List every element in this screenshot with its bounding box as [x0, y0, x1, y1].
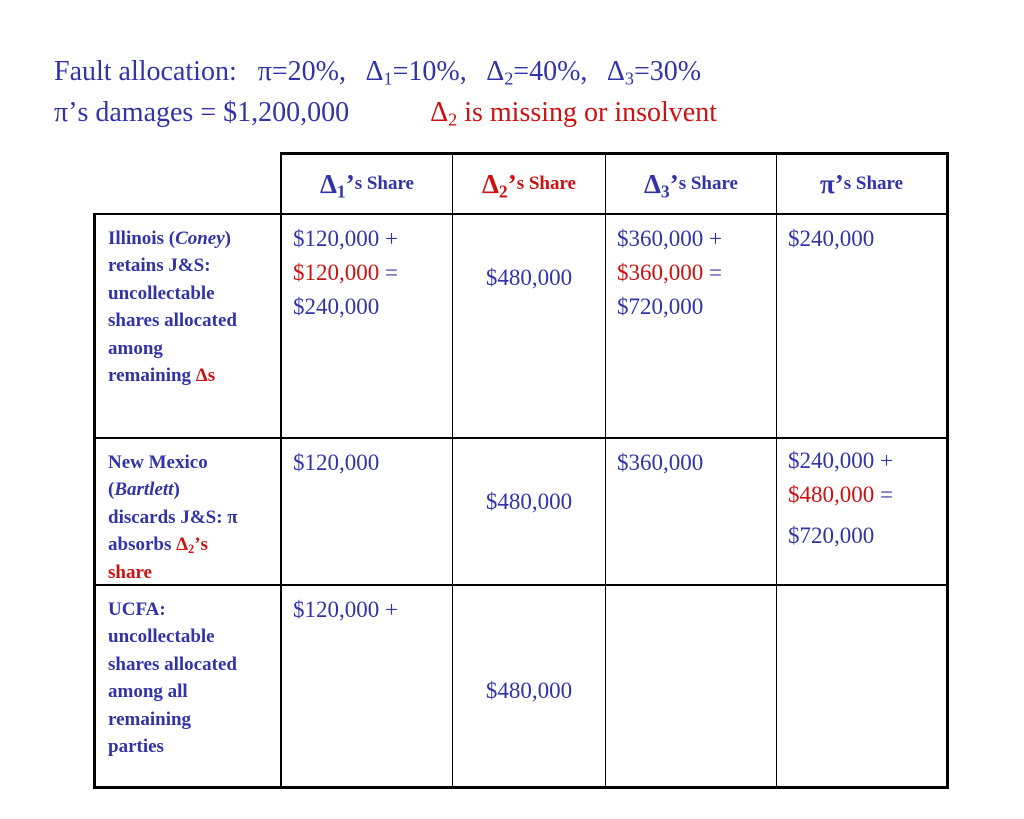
pi-fault: π=20%, [257, 56, 347, 87]
damages-text: π’s damages = $1,200,000 [54, 97, 350, 128]
row-label-new-mexico: New Mexico (Bartlett) discards J&S: π absorbs $\Delta_2’s$ share [108, 452, 238, 583]
d3-fault: $\Delta_3=30\%$ [606, 56, 702, 89]
cell-new-mexico-pi: $240,000 + $480,000 = $720,000 [788, 448, 893, 548]
cell-new-mexico-d2: $480,000 [485, 489, 573, 514]
cell-illinois-pi: $240,000 [788, 226, 875, 251]
header-d2-share: $\Delta_2$’ s Share [481, 168, 576, 201]
header-d1-share: $\Delta_1$’ s Share [319, 168, 414, 201]
row-label-illinois: Illinois (Coney) retains J&S: uncollectable shares allocated among remaining Δs [108, 228, 237, 387]
row-label-ucfa: UCFA: uncollectable shares allocated among all remaining parties [108, 599, 237, 758]
cell-ucfa-d1: $120,000 + [293, 597, 398, 622]
cell-illinois-d3: $360,000 + $360,000 = $720,000 [617, 226, 722, 319]
cell-ucfa-pi [777, 586, 946, 786]
cell-new-mexico-d3: $360,000 [617, 450, 704, 475]
cell-ucfa-d3 [606, 586, 776, 786]
fault-allocation-label: Fault allocation: [54, 56, 237, 87]
cell-ucfa-d2: $480,000 [485, 678, 573, 703]
d1-fault: $\Delta_1=10\%$, [365, 56, 467, 89]
d2-fault: $\Delta_2=40\%$, [486, 56, 588, 89]
header-pi-share: π’ s Share [819, 168, 904, 199]
cell-new-mexico-d1: $120,000 [293, 450, 380, 475]
cell-illinois-d2: $480,000 [485, 265, 573, 290]
fault-allocation-line [54, 56, 701, 88]
damages-line [54, 97, 717, 129]
header-d3-share: $\Delta_3$’ s Share [643, 168, 738, 201]
missing-defendant-note: $\Delta_2$ is missing or insolvent [430, 97, 718, 130]
cell-illinois-d1: $120,000 + $120,000 = $240,000 [293, 226, 398, 319]
